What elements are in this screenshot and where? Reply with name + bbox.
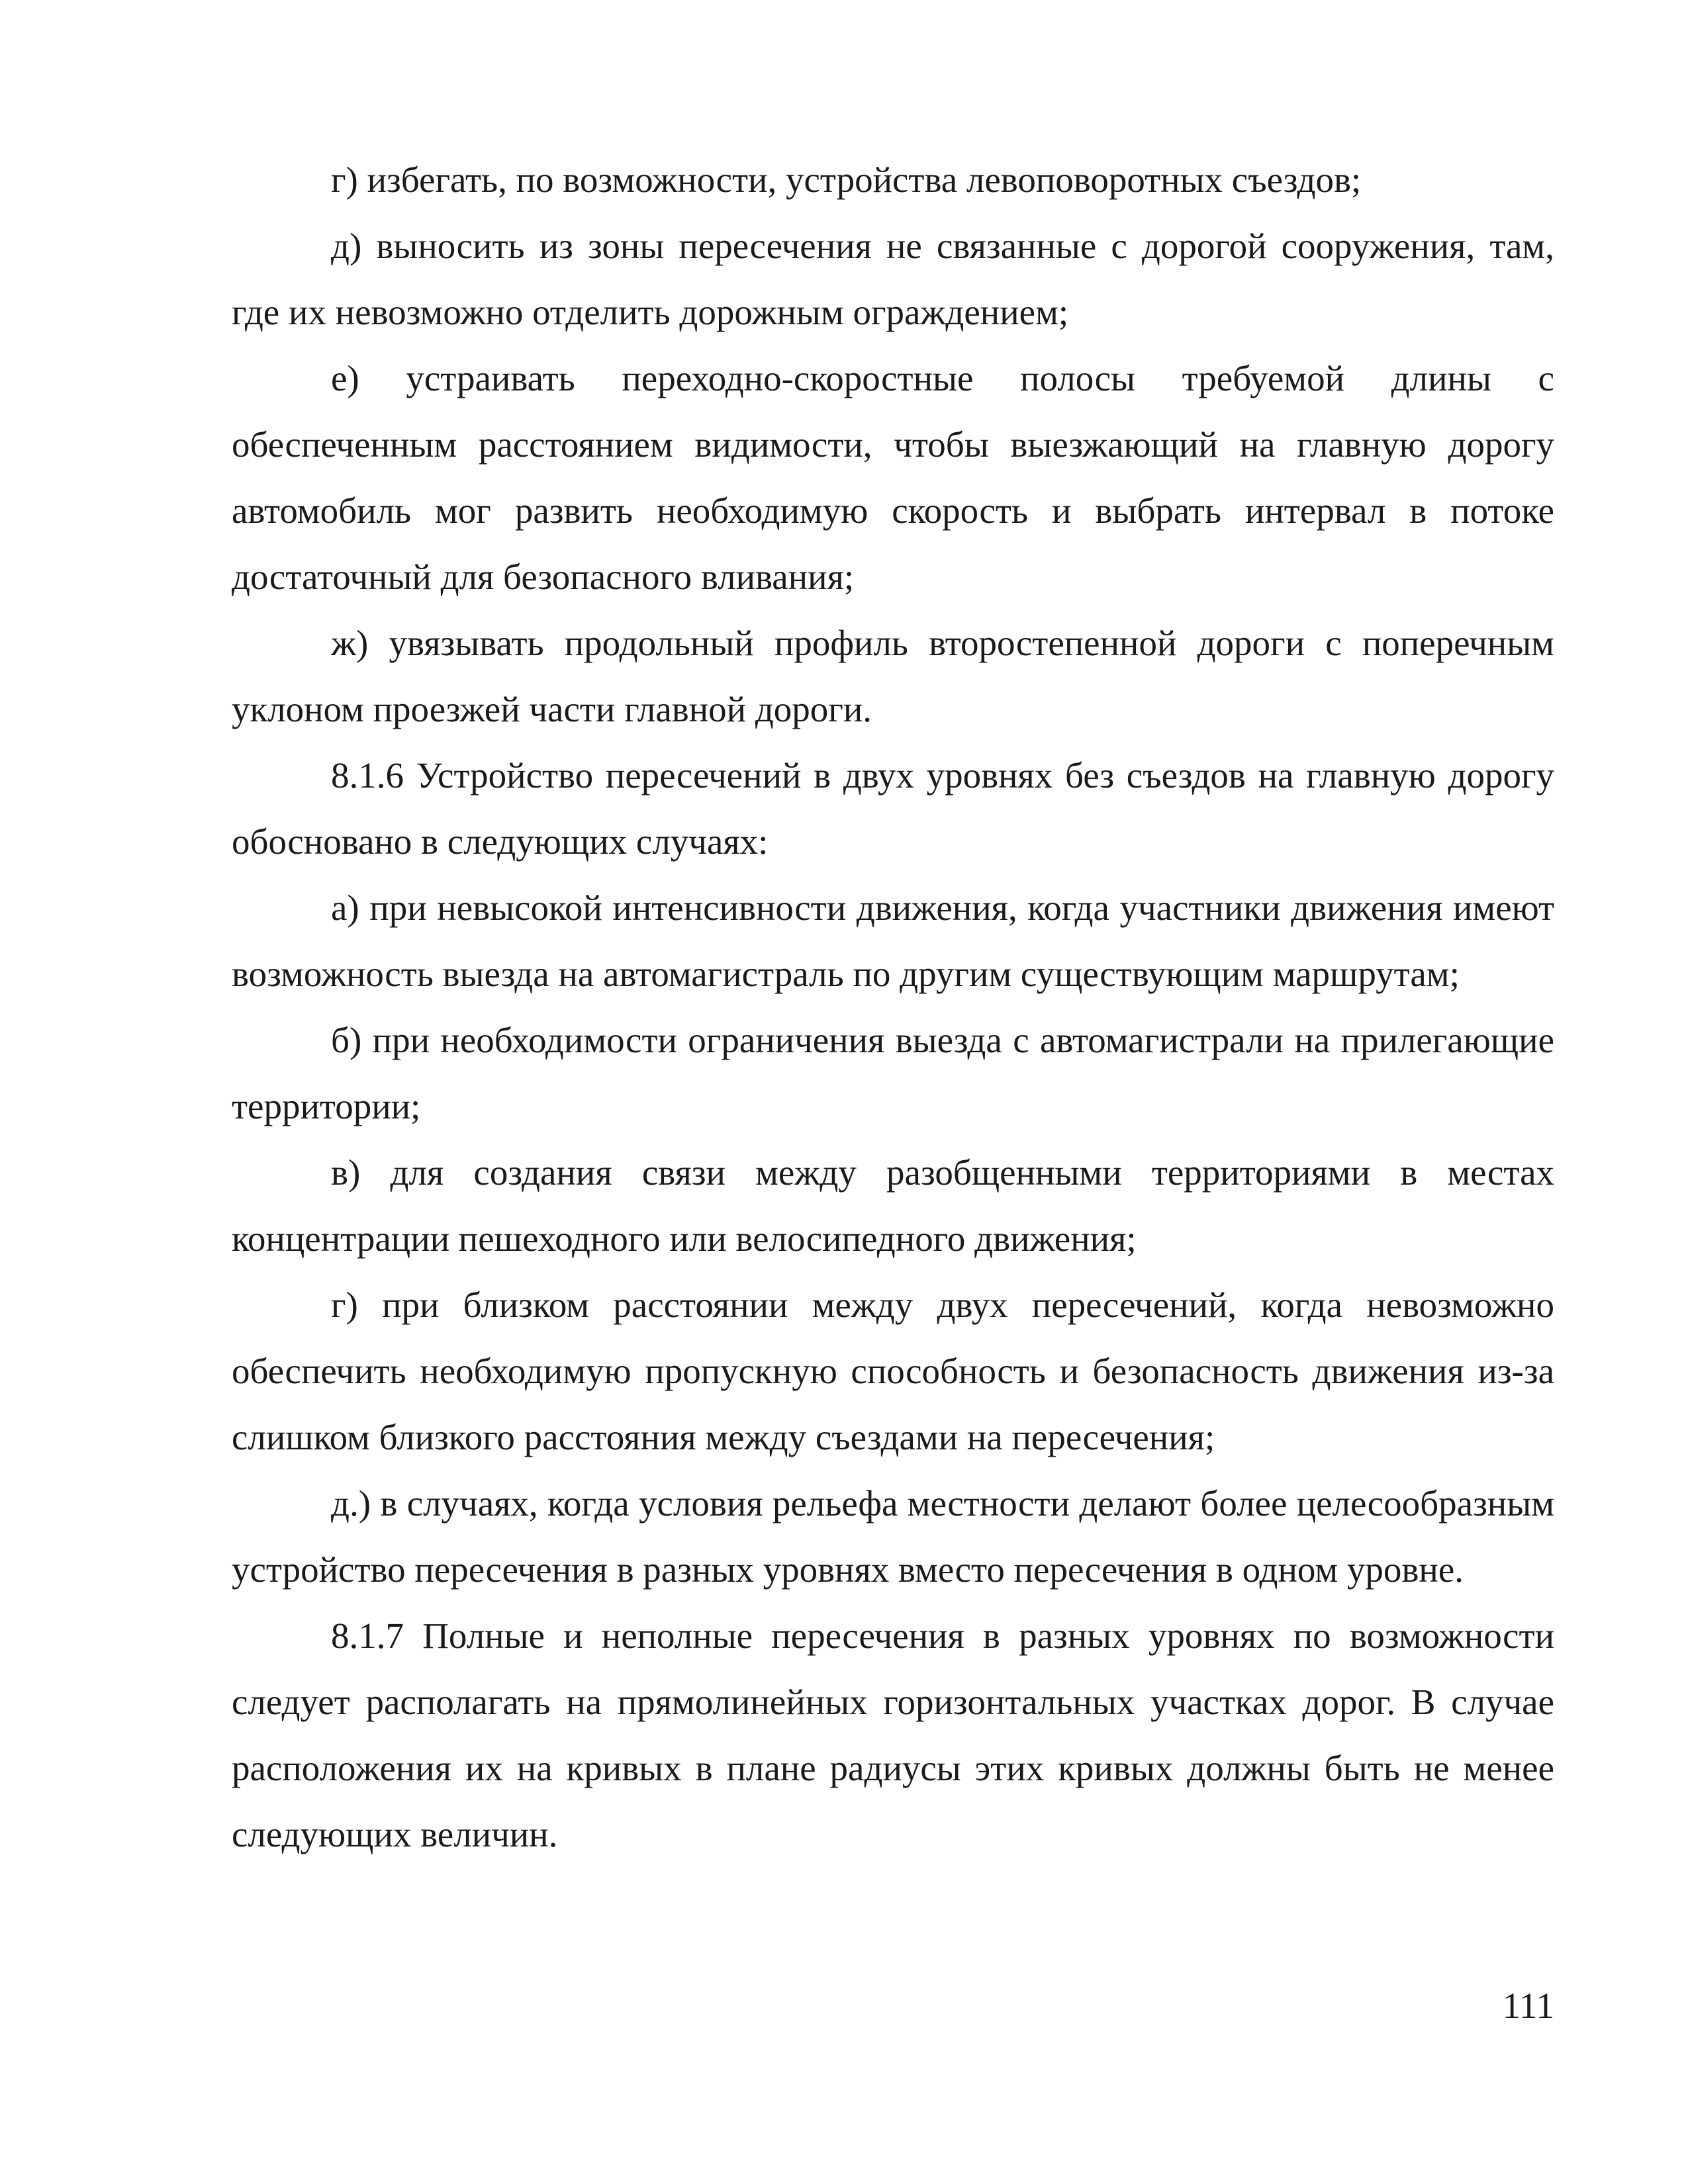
paragraph-item-a-low-intensity: а) при невысокой интенсивности движения, когда участники движения имеют возможность выезда на автомагистраль по другим существующим маршрутам; bbox=[232, 887, 1554, 994]
paragraph-section-8-1-7: 8.1.7 Полные и неполные пересечения в разных уровнях по возможности следует располагать на прямолинейных горизонтальных участках дорог. В случае расположения их на кривых в плане радиусы этих кривых должны быть не менее следующих величин. bbox=[232, 1615, 1554, 1854]
paragraph-item-b-restriction: б) при необходимости ограничения выезда с автомагистрали на прилегающие территории; bbox=[232, 1020, 1554, 1126]
document-body bbox=[232, 147, 1554, 1868]
paragraph-item-g-left-turns: г) избегать, по возможности, устройства левоповоротных съездов; bbox=[331, 159, 1362, 200]
paragraph-item-d-remove-structures: д) выносить из зоны пересечения не связанные с дорогой сооружения, там, где их невозможно отделить дорожным ограждением; bbox=[232, 226, 1554, 332]
paragraph-section-8-1-6: 8.1.6 Устройство пересечений в двух уровнях без съездов на главную дорогу обосновано в следующих случаях: bbox=[232, 755, 1554, 862]
page-number: 111 bbox=[1502, 1985, 1554, 2026]
paragraph-item-g-close-distance: г) при близком расстоянии между двух пересечений, когда невозможно обеспечить необходимую пропускную способность и безопасность движения из-за слишком близкого расстояния между съездами на пересечения; bbox=[232, 1285, 1554, 1457]
paragraph-item-zh-profile: ж) увязывать продольный профиль второстепенной дороги с поперечным уклоном проезжей части главной дороги. bbox=[232, 623, 1554, 729]
paragraph-item-d-relief: д.) в случаях, когда условия рельефа местности делают более целесообразным устройство пересечения в разных уровнях вместо пересечения в одном уровне. bbox=[232, 1483, 1554, 1590]
paragraph-item-e-speed-lanes: е) устраивать переходно-скоростные полосы требуемой длины с обеспеченным расстоянием видимости, чтобы выезжающий на главную дорогу автомобиль мог развить необходимую скорость и выбрать интервал в потоке достаточный для безопасного вливания; bbox=[232, 358, 1554, 597]
paragraph-item-v-connection: в) для создания связи между разобщенными территориями в местах концентрации пешеходного или велосипедного движения; bbox=[232, 1152, 1554, 1259]
